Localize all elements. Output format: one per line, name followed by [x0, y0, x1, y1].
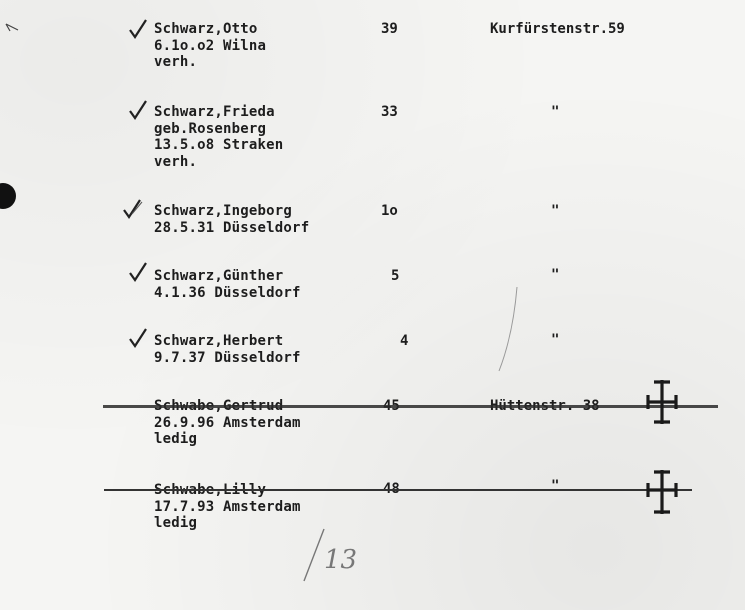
- ditto-mark: ": [551, 478, 560, 494]
- checkmark-icon: [126, 99, 152, 121]
- person-record: [154, 203, 309, 236]
- marital-status: verh.: [154, 153, 198, 170]
- marital-status: ledig: [154, 515, 198, 531]
- birth-info: 4.1.36 Düsseldorf: [154, 284, 301, 301]
- person-name: Schwabe,Gertrud: [154, 398, 284, 414]
- person-name: Schwabe,Lilly: [154, 482, 267, 498]
- person-name: Schwarz,Günther: [154, 268, 284, 284]
- checkmark-icon: [126, 327, 152, 349]
- age: 1o: [381, 203, 398, 219]
- checkmark-icon: [120, 198, 146, 220]
- age: 39: [381, 21, 398, 37]
- punch-hole: [0, 183, 16, 209]
- person-record: [154, 21, 266, 71]
- birth-info: 17.7.93 Amsterdam: [154, 498, 301, 515]
- cross-icon: [644, 378, 680, 426]
- person-name: Schwarz,Otto: [154, 21, 258, 37]
- corner-pencil-mark: [4, 22, 22, 34]
- checkmark-icon: [126, 18, 152, 40]
- birth-info: 13.5.o8 Straken: [154, 137, 284, 153]
- person-record: [154, 104, 283, 170]
- ditto-mark: ": [551, 104, 560, 120]
- address: Hüttenstr. 38: [490, 398, 600, 414]
- age: 45: [383, 398, 400, 414]
- checkmark-icon: [126, 261, 152, 283]
- strike-through-line: [103, 405, 718, 408]
- pencil-stroke: [495, 285, 525, 375]
- person-record: [154, 268, 301, 301]
- birth-info: 9.7.37 Düsseldorf: [154, 349, 301, 366]
- person-name: Schwarz,Frieda: [154, 104, 275, 120]
- address: Kurfürstenstr.59: [490, 21, 625, 37]
- birth-info: 28.5.31 Düsseldorf: [154, 219, 310, 236]
- ditto-mark: ": [551, 203, 560, 219]
- person-name: Schwarz,Ingeborg: [154, 203, 293, 219]
- cross-icon: [644, 468, 680, 516]
- folio-text: 13: [324, 545, 358, 575]
- folio-number: [300, 525, 370, 585]
- person-name: Schwarz,Herbert: [154, 333, 284, 349]
- age: 4: [400, 333, 409, 349]
- marital-status: ledig: [154, 431, 198, 447]
- person-record: [154, 333, 301, 366]
- birth-info: 6.1o.o2 Wilna: [154, 37, 267, 54]
- marital-status: verh.: [154, 54, 198, 70]
- age: 33: [381, 104, 398, 120]
- strike-through-line: [104, 489, 692, 491]
- maiden-name: geb.Rosenberg: [154, 120, 267, 137]
- age: 48: [383, 481, 400, 497]
- age: 5: [391, 268, 400, 284]
- ditto-mark: ": [551, 332, 560, 348]
- ditto-mark: ": [551, 267, 560, 283]
- birth-info: 26.9.96 Amsterdam: [154, 414, 301, 431]
